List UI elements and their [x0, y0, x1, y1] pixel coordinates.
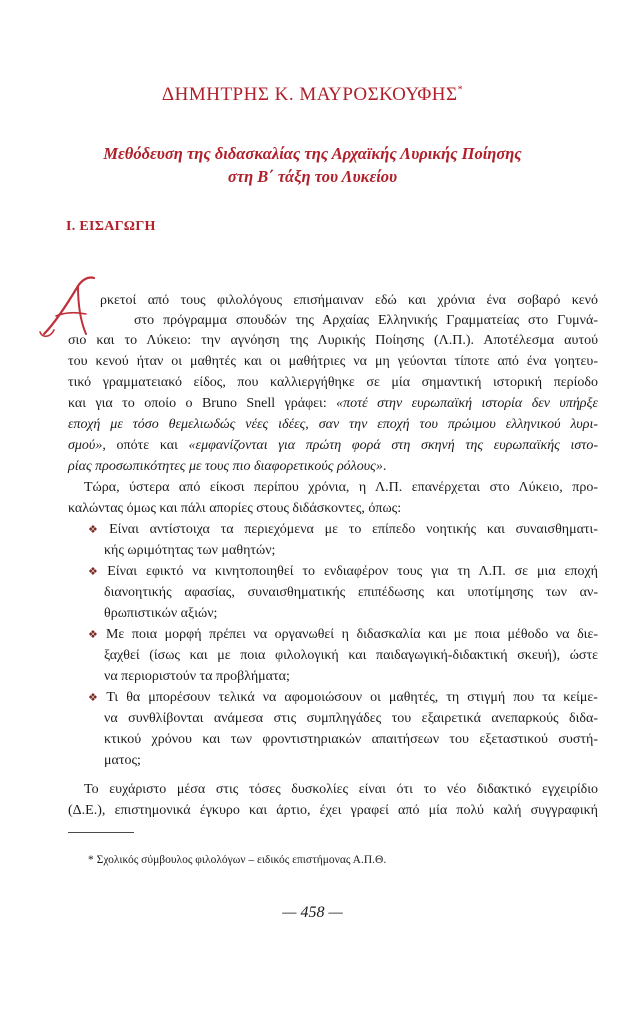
bullet-line: ξαχθεί (ίσως και με ποια φιλολογική και παιδαγωγική-διδακτική σκευή), ώστε — [104, 648, 598, 663]
bullet-item: ❖ Είναι αντίστοιχα τα περιεχόμενα με το επίπεδο νοητικής και συναισθηματι- — [88, 522, 598, 537]
paragraph-line — [68, 415, 598, 435]
bullet-line: κτικού χρόνου και των φροντιστηριακών απαιτήσεων του εξεταστικού συστή- — [104, 732, 598, 747]
bullet-item: ❖ Με ποια μορφή πρέπει να οργανωθεί η διδασκαλία και με ποια μέθοδο να διε- — [88, 627, 598, 642]
title-line: στη Β΄ τάξη του Λυκείου — [227, 167, 398, 186]
quote-text: σμού» — [68, 438, 103, 453]
bullet-item: ❖ Τι θα μπορέσουν τελικά να αφομοιώσουν οι μαθητές, τη στιγμή που τα κείμε- — [88, 690, 598, 705]
paragraph-line: (Δ.Ε.), επιστημονικά έγκυρο και άρτιο, έχει γραφεί από μία πολύ καλή συγγραφική — [68, 803, 598, 818]
bullet-line: διανοητικής αφασίας, συναισθηματικής επιπέδωσης και υποτίμησης των αν- — [104, 585, 598, 600]
page-number: — 458 — — [282, 904, 343, 921]
paragraph-line: Το ευχάριστο μέσα στις τόσες δυσκολίες είναι ότι το νέο διδακτικό εγχειρίδιο — [84, 782, 598, 797]
drop-cap-letter — [40, 277, 94, 336]
paragraph-line: τικό γραμματειακό είδος, που καλλιεργήθηκε σε μία σημαντική ιστορική περίοδο — [68, 375, 598, 390]
footnote: * Σχολικός σύμβουλος φιλολόγων – ειδικός επιστήμονας Α.Π.Θ. — [88, 854, 387, 866]
quote-text: εποχή με τόσο θεμελιωδώς νέες ιδέες, σαν την εποχή του πρώιμου ελληνικού λυρι- — [68, 417, 598, 432]
bullet-line: θρωπιστικών αξιών; — [104, 606, 218, 621]
bullet-icon: ❖ — [88, 566, 104, 578]
paragraph-line: ρκετοί από τους φιλολόγους επισήμαιναν εδώ και χρόνια ένα σοβαρό κενό — [100, 293, 598, 308]
author-footnote-mark: * — [457, 84, 464, 96]
bullet-line: να περιοριστούν τα προβλήματα; — [104, 669, 290, 684]
article-title — [60, 142, 565, 188]
quote-text: «ποτέ στην ευρωπαϊκή ιστορία δεν υπήρξε — [336, 396, 598, 411]
paragraph-line: ρίας προσωπικότητες με τους πιο διαφορετικούς ρόλους». — [68, 459, 387, 474]
paragraph-line: και για το οποίο ο Bruno Snell γράφει: «ποτέ στην ευρωπαϊκή ιστορία δεν υπήρξε — [68, 396, 598, 411]
paragraph-line: στο πρόγραμμα σπουδών της Αρχαίας Ελληνικής Γραμματείας στο Γυμνά- — [134, 313, 598, 328]
bullet-line: ματος; — [104, 753, 141, 768]
bullet-icon: ❖ — [88, 524, 106, 536]
footnote-divider — [68, 832, 134, 833]
bullet-item: ❖ Είναι εφικτό να κινητοποιηθεί το ενδιαφέρον τους για τη Λ.Π. σε μια εποχή — [88, 564, 598, 579]
bullet-icon: ❖ — [88, 692, 103, 704]
quote-text: ρίας προσωπικότητες με τους πιο διαφορετικούς ρόλους» — [68, 459, 383, 474]
paragraph-line: Τώρα, ύστερα από είκοσι περίπου χρόνια, η Λ.Π. επανέρχεται στο Λύκειο, προ- — [84, 480, 598, 495]
title-line: Μεθόδευση της διδασκαλίας της Αρχαϊκής Λυρικής Ποίησης — [103, 144, 522, 163]
paragraph-line: καλώντας όμως και πάλι απορίες στους διδάσκοντες, όπως: — [68, 501, 402, 516]
paragraph-line: σμού», οπότε και «εμφανίζονται για πρώτη φορά στη σκηνή της ευρωπαϊκής ιστο- — [68, 438, 599, 453]
paragraph-line: του κενού ήταν οι μαθητές και οι μαθήτριες να μη γεύονται τίποτε από ένα γοητευ- — [68, 354, 598, 369]
bullet-icon: ❖ — [88, 629, 102, 641]
quote-text: «εμφανίζονται για πρώτη φορά στη σκηνή της ευρωπαϊκής ιστο- — [188, 438, 599, 453]
section-heading: Ι. ΕΙΣΑΓΩΓΗ — [66, 219, 156, 234]
bullet-line: κής ωριμότητας των μαθητών; — [104, 543, 276, 558]
author-name: ΔΗΜΗΤΡΗΣ Κ. ΜΑΥΡΟΣΚΟΥΦΗΣ* — [161, 84, 464, 105]
bullet-line: να συνθλίβονται ανάμεσα στις συμπληγάδες του εξαιρετικά ανεπαρκούς διδα- — [104, 711, 598, 726]
paragraph-line: σιο και το Λύκειο: την αγνόηση της Λυρικής Ποίησης (Λ.Π.). Αποτέλεσμα αυτού — [68, 333, 598, 348]
